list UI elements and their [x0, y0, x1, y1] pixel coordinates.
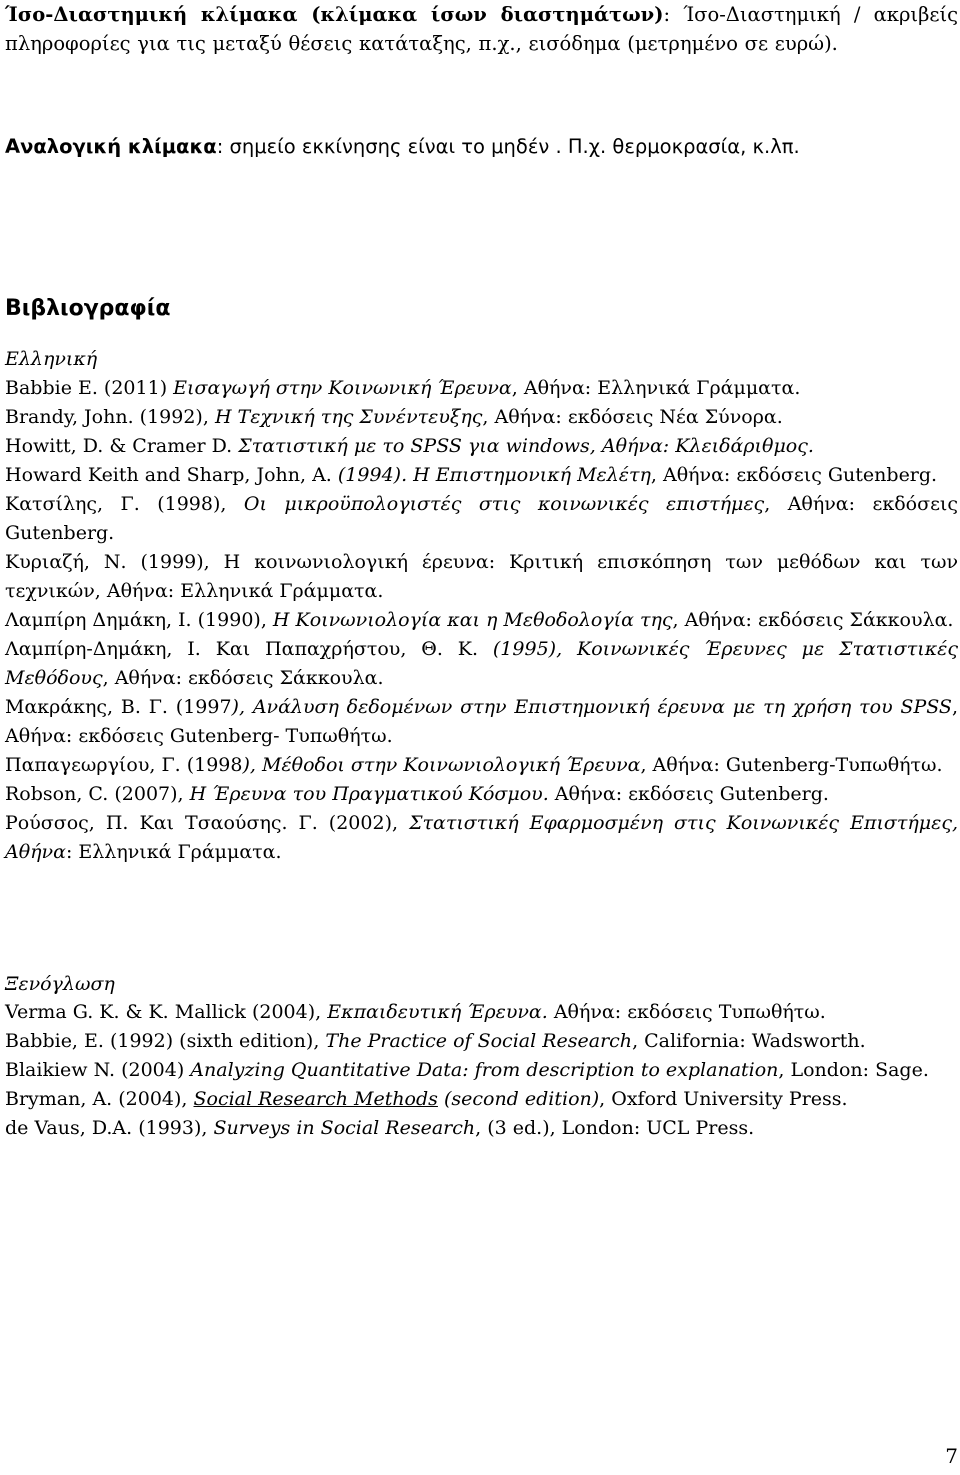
- foreign-section-heading: Ξενόγλωση: [5, 973, 115, 995]
- reference-entry: Κυριαζή, Ν. (1999), Η κοινωνιολογική έρευνα: Κριτική επισκόπηση των μεθόδων και των τεχνικών, Αθήνα: Ελληνικά Γράμματα.: [5, 551, 958, 602]
- reference-entry: Κατσίλης, Γ. (1998), Οι μικροϋπολογιστές στις κοινωνικές επιστήμες, Αθήνα: εκδόσεις Gutenberg.: [5, 493, 959, 544]
- reference-entry: Ρούσσος, Π. Και Τσαούσης. Γ. (2002), Στατιστική Εφαρμοσμένη στις Κοινωνικές Επιστήμες, Αθήνα: Ελληνικά Γράμματα.: [5, 812, 959, 863]
- reference-entry: Howard Keith and Sharp, John, A. (1994). Η Επιστημονική Μελέτη, Αθήνα: εκδόσεις Gutenberg.: [5, 464, 938, 486]
- bibliography-title: Βιβλιογραφία: [5, 296, 171, 321]
- reference-entry: Λαμπίρη-Δημάκη, Ι. Και Παπαχρήστου, Θ. Κ. (1995), Κοινωνικές Έρευνες με Στατιστικές Μεθόδους, Αθήνα: εκδόσεις Σάκκουλα.: [5, 638, 958, 689]
- page-number: 7: [945, 1444, 958, 1468]
- reference-entry: Howitt, D. & Cramer D. Στατιστική με το SPSS για windows, Αθήνα: Κλειδάριθμος.: [5, 435, 814, 457]
- underlined-title: Social Research Methods: [193, 1088, 438, 1110]
- reference-entry: Μακράκης, Β. Γ. (1997), Ανάλυση δεδομένων στην Επιστημονική έρευνα με τη χρήση του SPSS, Αθήνα: εκδόσεις Gutenberg- Τυπωθήτω.: [5, 696, 958, 747]
- reference-entry: Bryman, A. (2004), Social Research Methods (second edition), Oxford University Press.: [5, 1088, 848, 1110]
- ratio-scale-text: : σημείο εκκίνησης είναι το μηδέν . Π.χ. θερμοκρασία, κ.λπ.: [216, 135, 800, 158]
- reference-entry: Babbie, E. (1992) (sixth edition), The Practice of Social Research, California: Wadsworth.: [5, 1030, 866, 1052]
- interval-scale-text: : Ίσο-Διαστημική / ακριβείς πληροφορίες για τις μεταξύ θέσεις κατάταξης, π.χ., εισόδημα (μετρημένο σε ευρώ).: [5, 3, 959, 55]
- ratio-scale-definition: [5, 132, 958, 161]
- reference-entry: de Vaus, D.A. (1993), Surveys in Social Research, (3 ed.), London: UCL Press.: [5, 1117, 755, 1139]
- greek-section-heading: Ελληνική: [5, 348, 98, 370]
- interval-scale-definition: [5, 0, 958, 58]
- ratio-scale-term: Αναλογική κλίμακα: [5, 135, 217, 158]
- reference-entry: Brandy, John. (1992), Η Τεχνική της Συνέντευξης, Αθήνα: εκδόσεις Νέα Σύνορα.: [5, 406, 783, 428]
- reference-entry: Λαμπίρη Δημάκη, Ι. (1990), Η Κοινωνιολογία και η Μεθοδολογία της, Αθήνα: εκδόσεις Σάκκουλα.: [5, 609, 954, 631]
- reference-entry: Babbie E. (2011) Εισαγωγή στην Κοινωνική Έρευνα, Αθήνα: Ελληνικά Γράμματα.: [5, 377, 801, 399]
- reference-entry: Blaikiew N. (2004) Analyzing Quantitative Data: from description to explanation, London: Sage.: [5, 1059, 929, 1081]
- interval-scale-term: Ίσο-Διαστημική κλίμακα (κλίμακα ίσων διαστημάτων): [5, 3, 664, 26]
- reference-entry: Robson, C. (2007), Η Έρευνα του Πραγματικού Κόσμου. Αθήνα: εκδόσεις Gutenberg.: [5, 783, 829, 805]
- reference-entry: Παπαγεωργίου, Γ. (1998), Μέθοδοι στην Κοινωνιολογική Έρευνα, Αθήνα: Gutenberg-Τυπωθήτω.: [5, 754, 943, 776]
- greek-references: [5, 374, 958, 867]
- foreign-references: [5, 998, 958, 1143]
- reference-entry: Verma G. K. & K. Mallick (2004), Εκπαιδευτική Έρευνα. Αθήνα: εκδόσεις Τυπωθήτω.: [5, 1001, 826, 1023]
